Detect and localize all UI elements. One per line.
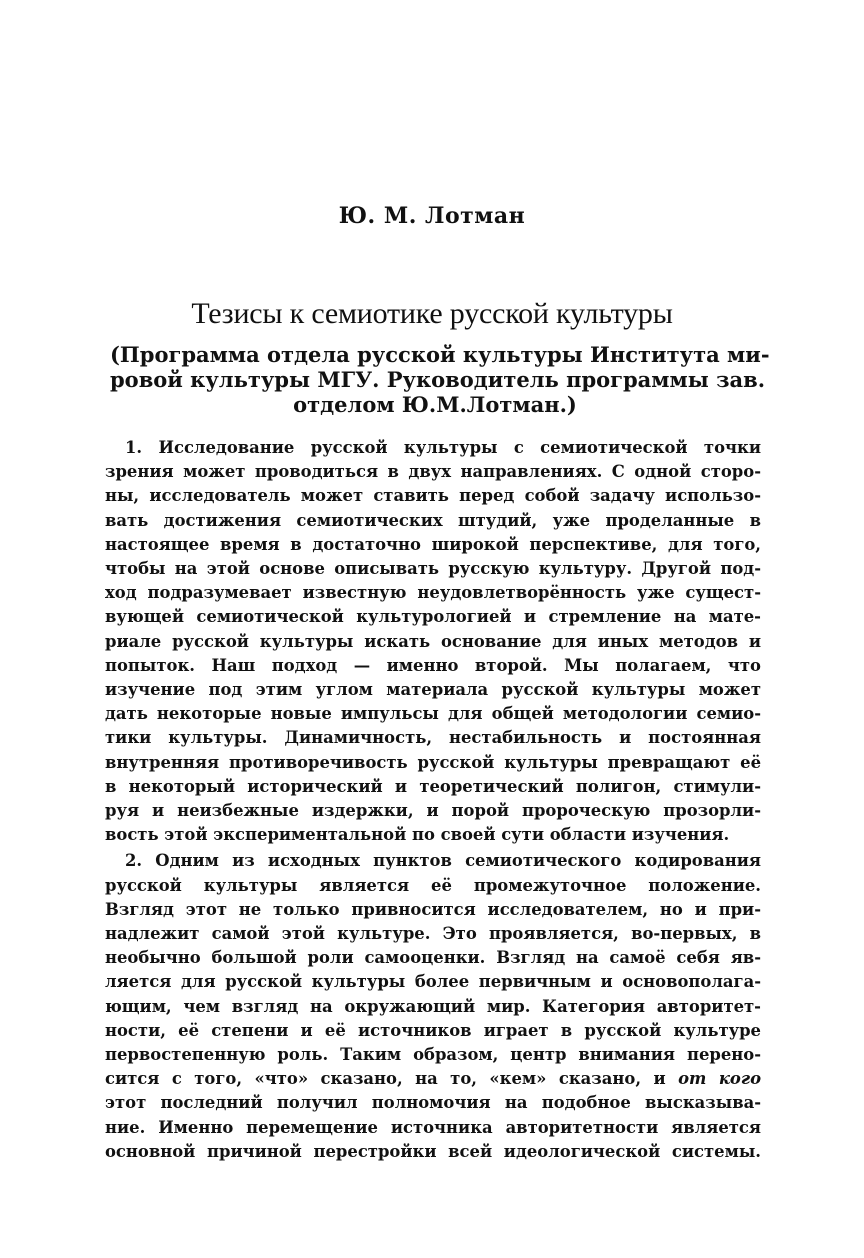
text-line: 1. Исследование русской культуры с семиотической точки [125, 438, 761, 457]
text-line: ход подразумевает известную неудовлетворённость уже сущест- [105, 583, 761, 603]
text-line [105, 1067, 761, 1091]
text-line: вость этой экспериментальной по своей сути области изучения. [105, 825, 730, 845]
text-line: этот последний получил полномочия на подобное высказыва- [105, 1093, 761, 1113]
text-line: основной причиной перестройки всей идеологической системы. [105, 1141, 761, 1161]
text-line: ляется для русской культуры более первичным и основополага- [105, 972, 761, 992]
text-line: Взгляд этот не только привносится исследователем, но и при- [105, 899, 761, 919]
article-body [105, 436, 761, 1164]
text-line: попыток. Наш подход — именно второй. Мы полагаем, что [105, 655, 761, 675]
italic-emphasis: от кого [678, 1069, 761, 1089]
text-line: ны, исследователь может ставить перед собой задачу использо- [105, 486, 761, 506]
text-line: ности, её степени и её источников играет в русской культуре [105, 1020, 761, 1040]
text-line-plain-part: сится с того, «что» сказано, на то, «кем» сказано, и [105, 1069, 679, 1089]
text-line: ние. Именно перемещение источника авторитетности является [105, 1117, 761, 1137]
text-line: вать достижения семиотических штудий, уже проделанные в [105, 510, 761, 530]
text-line: 2. Одним из исходных пунктов семиотического кодирования [125, 851, 761, 871]
text-line: внутренняя противоречивость русской культуры превращают её [105, 752, 761, 772]
text-line: ющим, чем взгляд на окружающий мир. Категория авторитет- [105, 996, 761, 1016]
text-line: тики культуры. Динамичность, нестабильность и постоянная [105, 728, 761, 748]
text-line: изучение под этим углом материала русской культуры может [105, 680, 761, 700]
text-line: вующей семиотической культурологией и стремление на мате- [105, 607, 761, 627]
text-line: настоящее время в достаточно широкой перспективе, для того, [105, 534, 761, 554]
text-line: в некоторый исторический и теоретический полигон, стимули- [105, 776, 761, 796]
subtitle-line: отделом Ю.М.Лотман.) [293, 392, 577, 417]
paragraph-1 [105, 436, 761, 847]
text-line: зрения может проводиться в двух направлениях. С одной сторо- [105, 462, 761, 482]
text-line: необычно большой роли самооценки. Взгляд на самоё себя яв- [105, 948, 761, 968]
text-line: надлежит самой этой культуре. Это проявляется, во-первых, в [105, 924, 761, 944]
article-subtitle [110, 342, 770, 417]
text-line: руя и неизбежные издержки, и порой пророческую прозорли- [105, 801, 761, 821]
text-line: дать некоторые новые импульсы для общей методологии семио- [105, 704, 761, 724]
subtitle-line: (Программа отдела русской культуры Института ми- [110, 342, 770, 367]
paragraph-2 [105, 849, 761, 1164]
text-line: первостепенную роль. Таким образом, центр внимания перено- [105, 1045, 761, 1065]
subtitle-line: ровой культуры МГУ. Руководитель программы зав. [110, 367, 766, 392]
text-line: чтобы на этой основе описывать русскую культуру. Другой под- [105, 559, 761, 579]
article-title: Тезисы к семиотике русской культуры [191, 297, 673, 330]
text-line: риале русской культуры искать основание для иных методов и [105, 631, 761, 651]
author-name: Ю. М. Лотман [338, 203, 526, 229]
text-line: русской культуры является её промежуточное положение. [105, 875, 761, 895]
